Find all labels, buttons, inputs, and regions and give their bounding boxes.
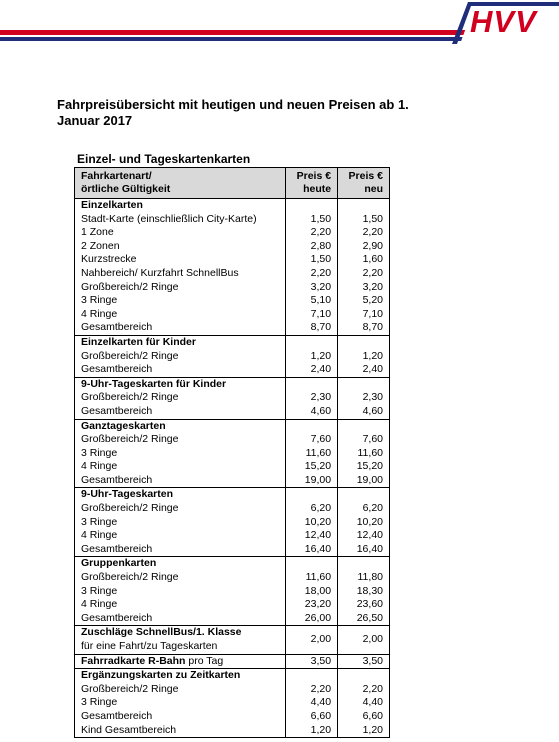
table-row (75, 529, 390, 543)
header-ticket-type-line1: Fahrkartenart/ (81, 170, 152, 182)
price-today: 1,20 (286, 724, 338, 738)
table-row (75, 267, 390, 281)
table-row (75, 350, 390, 364)
table-row (75, 710, 390, 724)
price-new: 1,60 (338, 253, 390, 267)
price-today: 1,50 (286, 213, 338, 227)
ticket-area: Gesamtbereich (75, 474, 286, 488)
ticket-area: Gesamtbereich (75, 405, 286, 419)
group-title-row (75, 557, 390, 571)
price-new: 7,60 (338, 433, 390, 447)
table-row (75, 253, 390, 267)
ticket-area: Stadt-Karte (einschließlich City-Karte) (75, 213, 286, 227)
empty-cell (286, 488, 338, 502)
table-row (75, 612, 390, 626)
price-new: 2,20 (338, 267, 390, 281)
price-today: 10,20 (286, 516, 338, 530)
empty-cell (338, 419, 390, 433)
price-today: 18,00 (286, 585, 338, 599)
ticket-area: Großbereich/2 Ringe (75, 683, 286, 697)
ticket-area: Großbereich/2 Ringe (75, 502, 286, 516)
group-title-row (75, 669, 390, 683)
price-new: 26,50 (338, 612, 390, 626)
price-today: 2,20 (286, 267, 338, 281)
table-row (75, 571, 390, 585)
section-title: Einzel- und Tageskartenkarten (77, 152, 251, 166)
price-new: 1,20 (338, 724, 390, 738)
empty-cell (286, 335, 338, 349)
ticket-area: 2 Zonen (75, 240, 286, 254)
price-today: 23,20 (286, 598, 338, 612)
price-new: 7,10 (338, 308, 390, 322)
ticket-area: 3 Ringe (75, 294, 286, 308)
surcharge-title: Zuschläge SchnellBus/1. Klasse (81, 626, 242, 639)
empty-cell (286, 419, 338, 433)
price-new: 11,80 (338, 571, 390, 585)
table-row (75, 363, 390, 377)
group-title-row (75, 377, 390, 391)
table-row (75, 447, 390, 461)
table-row (75, 294, 390, 308)
header-price-new-line2: neu (364, 183, 383, 195)
price-today: 4,60 (286, 405, 338, 419)
table-row (75, 683, 390, 697)
ticket-area: Großbereich/2 Ringe (75, 433, 286, 447)
header-price-new-line1: Preis € (348, 170, 383, 182)
table-row (75, 213, 390, 227)
fare-table (74, 167, 390, 738)
price-today: 7,10 (286, 308, 338, 322)
table-row (75, 516, 390, 530)
group-title-row (75, 335, 390, 349)
ticket-area: 3 Ringe (75, 696, 286, 710)
page-header (0, 0, 559, 48)
ticket-area: Großbereich/2 Ringe (75, 281, 286, 295)
empty-cell (338, 488, 390, 502)
ticket-area: Gesamtbereich (75, 710, 286, 724)
price-today: 19,00 (286, 474, 338, 488)
group-title: Einzelkarten für Kinder (75, 335, 286, 349)
document-title: Fahrpreisübersicht mit heutigen und neuen Preisen ab 1. Januar 2017 (57, 97, 409, 128)
empty-cell (286, 199, 338, 213)
empty-cell (338, 557, 390, 571)
group-title: 9-Uhr-Tageskarten (75, 488, 286, 502)
group-title: 9-Uhr-Tageskarten für Kinder (75, 377, 286, 391)
ticket-area: Gesamtbereich (75, 543, 286, 557)
surcharge-label (75, 626, 286, 654)
price-today: 8,70 (286, 321, 338, 335)
price-new: 8,70 (338, 321, 390, 335)
ticket-area: 4 Ringe (75, 598, 286, 612)
price-today: 2,20 (286, 226, 338, 240)
ticket-area: Gesamtbereich (75, 612, 286, 626)
ticket-area: 4 Ringe (75, 460, 286, 474)
ticket-area: 3 Ringe (75, 585, 286, 599)
price-today: 4,40 (286, 696, 338, 710)
header-price-new (338, 168, 390, 199)
price-today: 2,20 (286, 683, 338, 697)
price-new: 10,20 (338, 516, 390, 530)
price-new: 12,40 (338, 529, 390, 543)
price-today: 7,60 (286, 433, 338, 447)
price-new: 2,20 (338, 683, 390, 697)
table-row (75, 474, 390, 488)
table-row (75, 598, 390, 612)
price-new: 1,20 (338, 350, 390, 364)
table-row (75, 281, 390, 295)
ticket-area: 3 Ringe (75, 447, 286, 461)
table-row (75, 391, 390, 405)
group-title: Ergänzungskarten zu Zeitkarten (75, 669, 286, 683)
price-today: 1,50 (286, 253, 338, 267)
table-row (75, 696, 390, 710)
table-row (75, 502, 390, 516)
price-new: 5,20 (338, 294, 390, 308)
group-title: Ganztageskarten (75, 419, 286, 433)
price-today: 3,20 (286, 281, 338, 295)
price-new: 1,50 (338, 213, 390, 227)
empty-cell (338, 377, 390, 391)
table-header-row (75, 168, 390, 199)
group-title: Gruppenkarten (75, 557, 286, 571)
empty-cell (286, 557, 338, 571)
empty-cell (286, 669, 338, 683)
price-new: 6,20 (338, 502, 390, 516)
header-price-today (286, 168, 338, 199)
group-title-row (75, 199, 390, 213)
price-new: 19,00 (338, 474, 390, 488)
table-row (75, 585, 390, 599)
hvv-logo-text: HVV (470, 4, 537, 39)
bike-row (75, 654, 390, 669)
empty-cell (338, 335, 390, 349)
price-new: 2,30 (338, 391, 390, 405)
ticket-area: 3 Ringe (75, 516, 286, 530)
price-today: 2,40 (286, 363, 338, 377)
bike-label (75, 654, 286, 669)
price-new: 3,20 (338, 281, 390, 295)
header-price-today-line2: heute (303, 183, 332, 195)
price-today: 11,60 (286, 447, 338, 461)
price-today: 1,20 (286, 350, 338, 364)
ticket-area: Gesamtbereich (75, 363, 286, 377)
ticket-area: Nahbereich/ Kurzfahrt SchnellBus (75, 267, 286, 281)
table-row (75, 240, 390, 254)
table-row (75, 321, 390, 335)
price-today: 26,00 (286, 612, 338, 626)
price-today: 6,60 (286, 710, 338, 724)
price-today: 5,10 (286, 294, 338, 308)
table-row (75, 724, 390, 738)
table-row (75, 308, 390, 322)
fare-table-body (75, 199, 390, 738)
price-today: 11,60 (286, 571, 338, 585)
price-today: 12,40 (286, 529, 338, 543)
table-row (75, 460, 390, 474)
price-new: 6,60 (338, 710, 390, 724)
price-new: 4,60 (338, 405, 390, 419)
price-today: 2,80 (286, 240, 338, 254)
surcharge-price-today: 2,00 (286, 626, 338, 654)
price-today: 16,40 (286, 543, 338, 557)
group-title-row (75, 488, 390, 502)
table-row (75, 433, 390, 447)
ticket-area: Kurzstrecke (75, 253, 286, 267)
table-row (75, 543, 390, 557)
empty-cell (286, 377, 338, 391)
header-blue-stripe (0, 37, 470, 41)
price-today: 2,30 (286, 391, 338, 405)
price-today: 6,20 (286, 502, 338, 516)
ticket-area: Großbereich/2 Ringe (75, 391, 286, 405)
group-title: Einzelkarten (75, 199, 286, 213)
price-new: 2,40 (338, 363, 390, 377)
empty-cell (338, 199, 390, 213)
bike-price-new: 3,50 (338, 654, 390, 669)
ticket-area: 4 Ringe (75, 308, 286, 322)
ticket-area: Kind Gesamtbereich (75, 724, 286, 738)
price-new: 2,20 (338, 226, 390, 240)
header-ticket-type-line2: örtliche Gültigkeit (81, 183, 171, 195)
ticket-area: Großbereich/2 Ringe (75, 350, 286, 364)
header-price-today-line1: Preis € (296, 170, 332, 182)
surcharge-subtitle: für eine Fahrt/zu Tageskarten (81, 640, 218, 652)
price-new: 11,60 (338, 447, 390, 461)
price-today: 15,20 (286, 460, 338, 474)
table-row (75, 405, 390, 419)
header-ticket-type (75, 168, 286, 199)
price-new: 2,90 (338, 240, 390, 254)
group-title-row (75, 419, 390, 433)
table-row (75, 226, 390, 240)
price-new: 15,20 (338, 460, 390, 474)
price-new: 18,30 (338, 585, 390, 599)
ticket-area: 4 Ringe (75, 529, 286, 543)
ticket-area: 1 Zone (75, 226, 286, 240)
bike-suffix: pro Tag (185, 654, 224, 667)
empty-cell (338, 669, 390, 683)
surcharge-price-new: 2,00 (338, 626, 390, 654)
bike-price-today: 3,50 (286, 654, 338, 669)
price-new: 16,40 (338, 543, 390, 557)
price-new: 23,60 (338, 598, 390, 612)
surcharge-row (75, 626, 390, 654)
bike-title: Fahrradkarte R-Bahn (81, 654, 186, 667)
price-new: 4,40 (338, 696, 390, 710)
ticket-area: Gesamtbereich (75, 321, 286, 335)
ticket-area: Großbereich/2 Ringe (75, 571, 286, 585)
